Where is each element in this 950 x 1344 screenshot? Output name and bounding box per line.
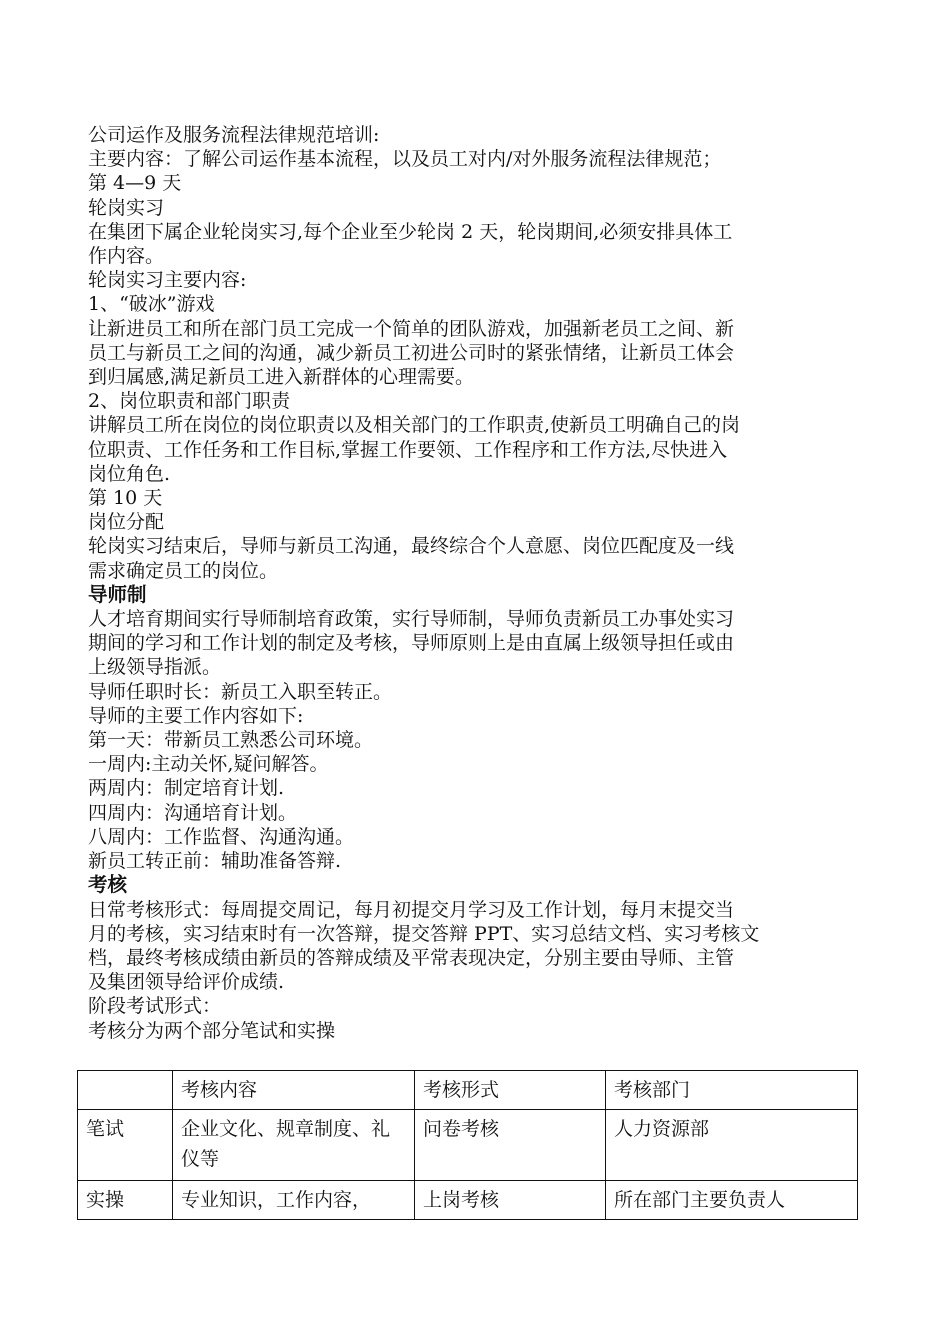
paragraph-line: 第 10 天 [88,487,163,510]
paragraph-line: 档，最终考核成绩由新员的答辩成绩及平常表现决定，分别主要由导师、主管 [88,946,735,969]
paragraph-line: 2、岗位职责和部门职责 [88,390,291,413]
paragraph-line: 1、“破冰”游戏 [88,293,215,316]
table-cell: 企业文化、规章制度、礼仪等 [173,1110,415,1181]
paragraph-line: 人才培育期间实行导师制培育政策，实行导师制，导师负责新员工办事处实习 [88,608,735,631]
table-row [78,1181,858,1220]
paragraph-line: 轮岗实习主要内容: [88,269,247,292]
paragraph-line: 导师的主要工作内容如下: [88,704,304,727]
paragraph-line: 一周内:主动关怀,疑问解答。 [88,753,329,776]
table-header-cell [78,1071,173,1110]
table-cell: 人力资源部 [606,1110,858,1181]
table-header-cell: 考核部门 [606,1071,858,1110]
assessment-heading: 考核 [88,873,128,897]
paragraph-line: 在集团下属企业轮岗实习,每个企业至少轮岗 2 天，轮岗期间,必须安排具体工 [88,220,733,243]
assessment-table [77,1070,858,1220]
paragraph-line: 月的考核，实习结束时有一次答辩，提交答辩 PPT、实习总结文档、实习考核文 [88,922,760,945]
document-body [88,123,870,1043]
paragraph-line: 主要内容：了解公司运作基本流程，以及员工对内/对外服务流程法律规范； [88,148,722,171]
paragraph-line: 上级领导指派。 [88,656,222,679]
paragraph-line: 阶段考试形式： [88,995,222,1018]
paragraph-line: 考核分为两个部分笔试和实操 [88,1019,336,1042]
table-cell: 专业知识，工作内容， [173,1181,415,1220]
paragraph-line: 位职责、工作任务和工作目标,掌握工作要领、工作程序和工作方法,尽快进入 [88,438,728,461]
paragraph-line: 岗位角色. [88,462,171,485]
paragraph-line: 到归属感,满足新员工进入新群体的心理需要。 [88,366,475,389]
paragraph-line: 员工与新员工之间的沟通，减少新员工初进公司时的紧张情绪，让新员工体会 [88,341,735,364]
paragraph-line: 四周内：沟通培育计划。 [88,801,298,824]
paragraph-line: 两周内：制定培育计划. [88,777,285,800]
paragraph-line: 公司运作及服务流程法律规范培训: [88,124,380,146]
table-cell: 所在部门主要负责人 [606,1181,858,1220]
paragraph-line: 作内容。 [88,245,165,268]
paragraph-line: 日常考核形式：每周提交周记，每月初提交月学习及工作计划，每月末提交当 [88,898,735,921]
paragraph-line: 新员工转正前：辅助准备答辩. [88,850,342,873]
paragraph-line: 轮岗实习 [88,196,165,219]
table-cell: 问卷考核 [415,1110,606,1181]
mentor-heading: 导师制 [88,582,147,606]
paragraph-line: 讲解员工所在岗位的岗位职责以及相关部门的工作职责,使新员工明确自己的岗 [88,414,741,437]
table-cell: 上岗考核 [415,1181,606,1220]
table-cell: 实操 [78,1181,173,1220]
paragraph-line: 第一天：带新员工熟悉公司环境。 [88,729,374,752]
table-header-cell: 考核内容 [173,1071,415,1110]
paragraph-line: 期间的学习和工作计划的制定及考核，导师原则上是由直属上级领导担任或由 [88,632,735,655]
table-row [78,1110,858,1181]
paragraph-line: 需求确定员工的岗位。 [88,559,279,582]
paragraph-line: 第 4—9 天 [88,172,182,195]
paragraph-line: 岗位分配 [88,511,165,534]
paragraph-line: 及集团领导给评价成绩. [88,971,285,994]
paragraph-line: 轮岗实习结束后，导师与新员工沟通，最终综合个人意愿、岗位匹配度及一线 [88,535,735,558]
paragraph-line: 导师任职时长：新员工入职至转正。 [88,680,393,703]
paragraph-line: 八周内：工作监督、沟通沟通。 [88,825,355,848]
table-cell: 笔试 [78,1110,173,1181]
table-header-row [78,1071,858,1110]
paragraph-line: 让新进员工和所在部门员工完成一个简单的团队游戏，加强新老员工之间、新 [88,317,735,340]
table-header-cell: 考核形式 [415,1071,606,1110]
